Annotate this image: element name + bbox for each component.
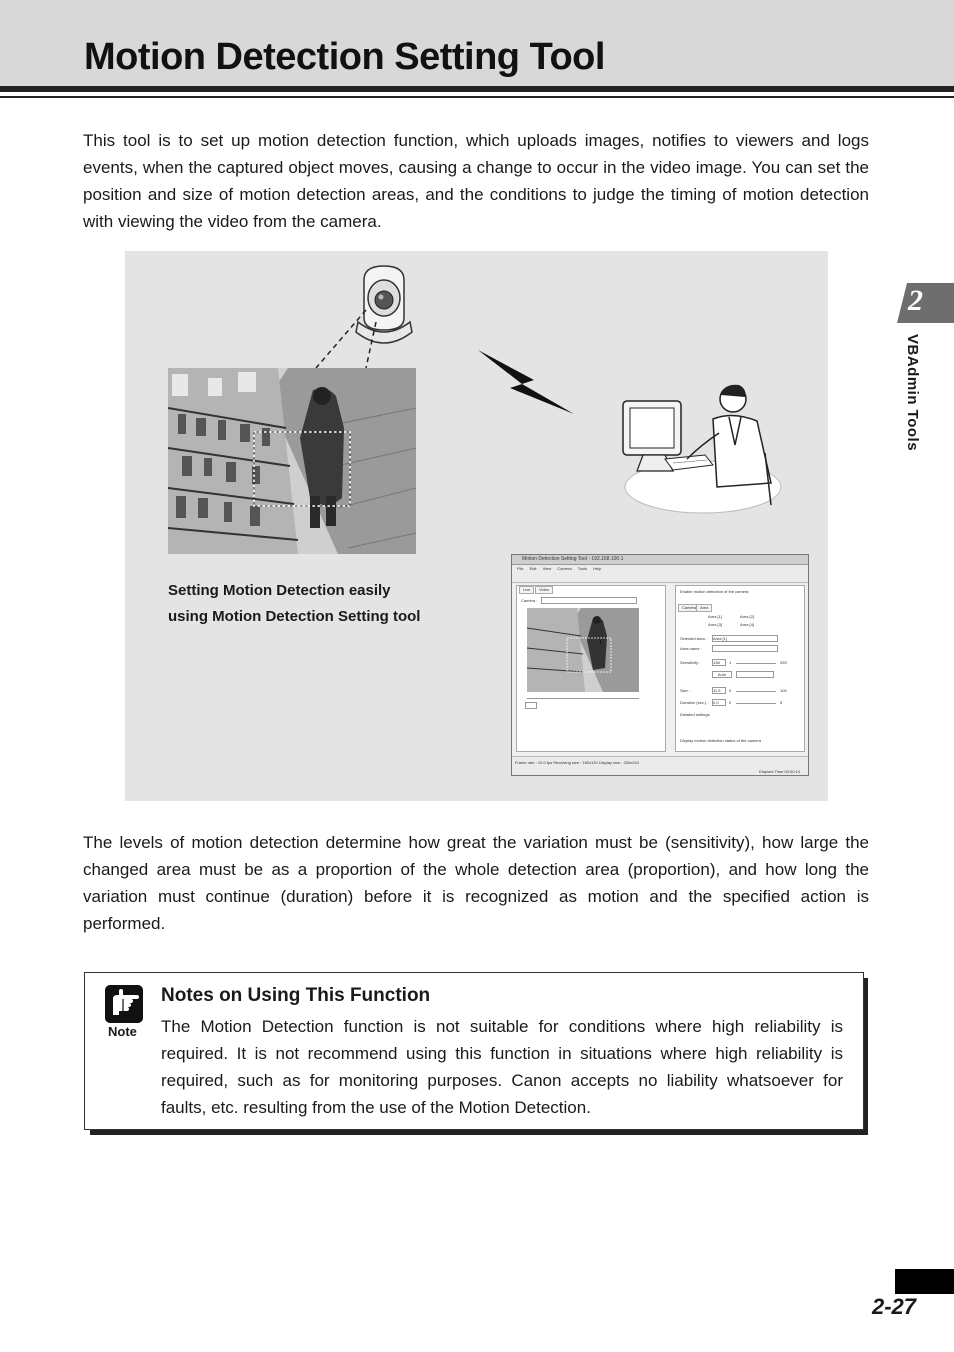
app-duration-slider[interactable] bbox=[736, 703, 776, 704]
app-area-name-input[interactable] bbox=[712, 645, 778, 652]
note-body: The Motion Detection function is not suitable for conditions where high reliability is required. It is not recommend using this function in situations where high reliability is required, such as for monitoring purposes. Canon accepts no liability whatsoever for faults, etc. resulting from the use of the Motion Detection. bbox=[161, 1017, 843, 1117]
app-enable-label[interactable]: Enable motion detection of the camera bbox=[680, 589, 749, 594]
figure-caption: Setting Motion Detection easily using Motion Detection Setting tool bbox=[168, 582, 421, 625]
app-size-min: 0 bbox=[729, 688, 732, 693]
page-title: Motion Detection Setting Tool bbox=[84, 36, 605, 78]
app-size-input[interactable]: 11.5 bbox=[712, 687, 726, 694]
app-area-3[interactable]: Area [3] bbox=[708, 622, 723, 627]
app-size-max: 100 bbox=[780, 688, 787, 693]
app-tab-live[interactable]: Live bbox=[519, 586, 534, 594]
app-toolbar bbox=[512, 573, 808, 583]
app-menubar bbox=[512, 565, 808, 573]
app-duration-min: 0 bbox=[729, 700, 732, 705]
app-area-name-label: Area name : bbox=[680, 646, 702, 651]
levels-paragraph: The levels of motion detection determine how great the variation must be (sensitivity), how large the changed area must be as a proportion of the whole detection area (proportion), and how long the variation must continue (duration) before it is recognized as motion and the specified action is performed. bbox=[83, 833, 869, 933]
app-area-4[interactable]: Area [4] bbox=[740, 622, 755, 627]
app-selected-area-label: Selected area : bbox=[680, 636, 707, 641]
app-title: Motion Detection Setting Tool - 192.168.100.1 bbox=[522, 556, 624, 562]
app-menu-file[interactable]: File bbox=[517, 566, 524, 571]
chapter-number: 2 bbox=[908, 284, 923, 317]
app-camera-label: Camera : bbox=[521, 598, 538, 603]
app-sensitivity-slider[interactable] bbox=[736, 663, 776, 664]
app-size-label: Size : bbox=[680, 688, 691, 693]
page-corner-block bbox=[895, 1269, 954, 1294]
app-detailed-settings[interactable]: Detailed settings bbox=[680, 712, 710, 717]
app-area-2[interactable]: Area [2] bbox=[740, 614, 755, 619]
app-statusbar bbox=[512, 756, 808, 775]
app-menu-view[interactable]: View bbox=[542, 566, 552, 571]
app-sensitivity-input[interactable]: 138 bbox=[712, 659, 726, 666]
app-tab-video[interactable]: Video bbox=[535, 586, 553, 594]
network-camera-illustration bbox=[300, 258, 440, 370]
app-duration-label: Duration (sec.) : bbox=[680, 700, 709, 705]
store-camera-image bbox=[168, 368, 416, 554]
app-settings-pane bbox=[675, 585, 805, 752]
app-elapsed-time: Elapsed Time 00:00:14 bbox=[759, 769, 800, 774]
page-number: 2-27 bbox=[872, 1294, 917, 1319]
note-heading: Notes on Using This Function bbox=[161, 985, 431, 1006]
app-size-slider[interactable] bbox=[736, 691, 776, 692]
app-menu-camera[interactable]: Camera bbox=[557, 566, 572, 571]
intro-paragraph: This tool is to set up motion detection function, which uploads images, notifies to viewers and logs events, when the captured object moves, causing a change to occur in the video image. You can set the position and size of motion detection areas, and the conditions to judge the timing of motion detection with viewing the video from the camera. bbox=[83, 131, 869, 231]
pointing-hand-icon bbox=[105, 985, 143, 1023]
app-camera-select[interactable] bbox=[541, 597, 637, 604]
header-rule bbox=[0, 86, 954, 92]
chapter-side-label: VBAdmin Tools bbox=[904, 334, 921, 452]
app-zoom-button[interactable] bbox=[525, 702, 537, 709]
header-rule-thin bbox=[0, 96, 954, 98]
app-tab-camera[interactable]: Camera bbox=[678, 604, 700, 612]
lightning-bolt-icon bbox=[476, 348, 576, 416]
app-tab-area[interactable]: Area bbox=[696, 604, 712, 612]
app-video-preview bbox=[527, 608, 639, 692]
app-titlebar bbox=[512, 555, 808, 565]
app-area-1[interactable]: Area [1] bbox=[708, 614, 723, 619]
app-video-scrollbar[interactable] bbox=[527, 698, 639, 699]
app-video-pane bbox=[516, 585, 666, 752]
app-sensitivity-max: 255 bbox=[780, 660, 787, 665]
app-menu-tools[interactable]: Tools bbox=[577, 566, 588, 571]
app-window-screenshot bbox=[511, 554, 809, 776]
app-duration-max: 5 bbox=[780, 700, 783, 705]
note-icon-label: Note bbox=[108, 1024, 137, 1039]
operator-illustration bbox=[615, 375, 785, 515]
chapter-tab bbox=[897, 283, 954, 323]
app-display-status[interactable]: Display motion detection status of the camera bbox=[680, 738, 761, 743]
app-status-text: Frame rate : 10.0 fps Receiving size : 160x120 Display size : 320x240 bbox=[515, 760, 639, 765]
app-menu-help[interactable]: Help bbox=[593, 566, 602, 571]
app-menu-edit[interactable]: Edit bbox=[529, 566, 537, 571]
app-level-indicator bbox=[736, 671, 774, 678]
app-auto-button[interactable]: Auto bbox=[712, 671, 732, 678]
app-sensitivity-min: 1 bbox=[729, 660, 732, 665]
app-area-marker: 1 bbox=[599, 640, 602, 646]
app-sensitivity-label: Sensitivity : bbox=[680, 660, 701, 665]
app-selected-area-select[interactable]: Area [1] bbox=[712, 635, 778, 642]
app-duration-input[interactable]: 0.0 bbox=[712, 699, 726, 706]
